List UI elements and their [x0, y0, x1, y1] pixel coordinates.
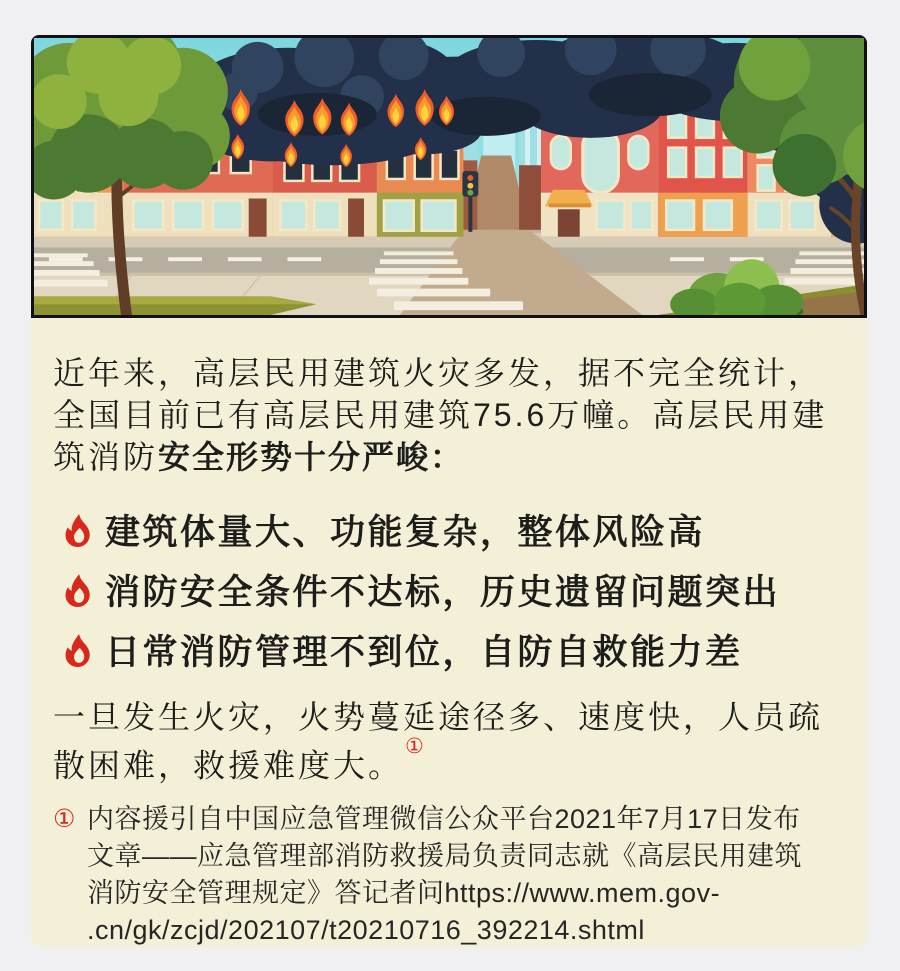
footnote-ref: ①	[405, 735, 424, 758]
intro-bold-text: 安全形势十分严峻：	[158, 439, 465, 475]
footnote	[53, 801, 850, 947]
footnote-line: 内容援引自中国应急管理微信公众平台2021年7月17日发布	[87, 803, 801, 834]
flame-icon	[65, 634, 92, 667]
summary-paragraph	[53, 696, 850, 787]
article-body	[31, 352, 867, 947]
summary-text: 一旦发生火灾，火势蔓延途径多、速度快，人员疏散困难，救援难度大。	[53, 699, 824, 784]
bullet-text: 日常消防管理不到位，自防自救能力差	[105, 633, 743, 672]
intro-paragraph	[53, 352, 850, 478]
city-fire-illustration	[31, 35, 867, 318]
footnote-line: .cn/gk/zcjd/202107/t20210716_392214.shtml	[87, 914, 645, 945]
bullet-item	[65, 560, 850, 620]
content-card	[31, 35, 867, 947]
bullet-item	[65, 620, 850, 680]
risk-bullet-list	[53, 500, 850, 680]
bullet-item	[65, 500, 850, 560]
footnote-line: 文章——应急管理部消防救援局负责同志就《高层民用建筑	[87, 840, 802, 871]
flame-icon	[65, 574, 92, 607]
bullet-text: 建筑体量大、功能复杂，整体风险高	[105, 513, 706, 552]
footnote-text	[87, 801, 802, 947]
footnote-marker: ①	[53, 804, 76, 833]
bullet-text: 消防安全条件不达标，历史遗留问题突出	[105, 573, 781, 612]
footnote-line: 消防安全管理规定》答记者问https://www.mem.gov-	[87, 877, 721, 908]
intro-text: 近年来，高层民用建筑火灾多发，据不完全统计，全国目前已有高层民用建筑75.6万幢。高层民用建筑消防	[53, 355, 828, 475]
flame-icon	[65, 514, 92, 547]
